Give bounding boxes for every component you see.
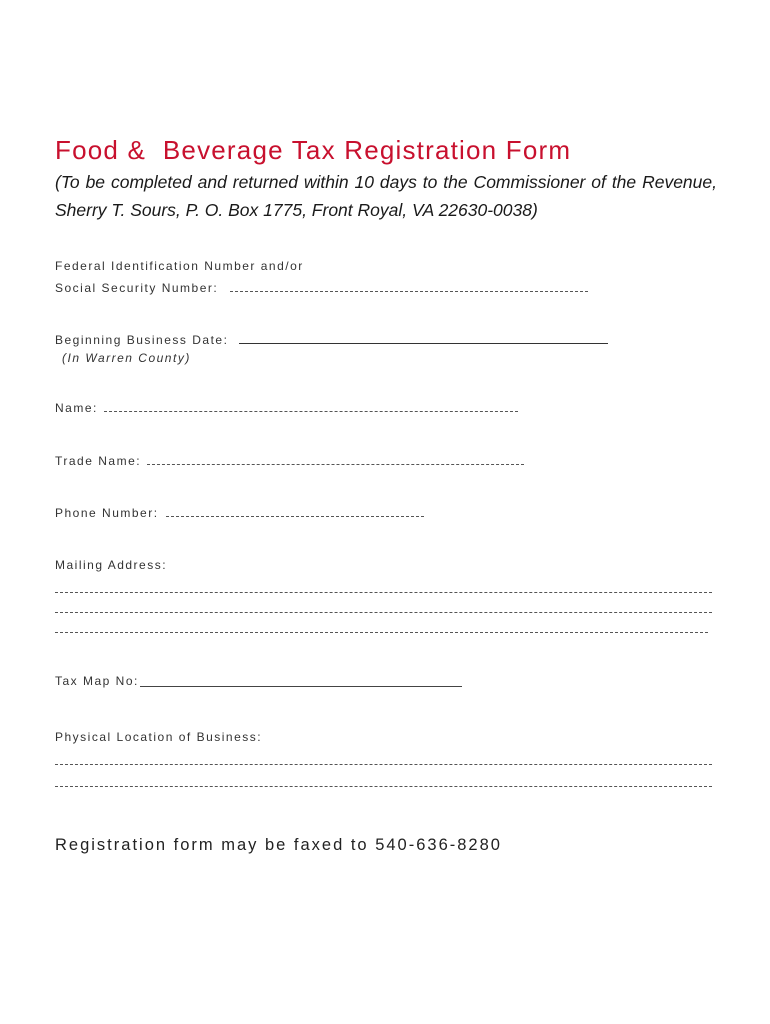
fein-label-line2: Social Security Number: [55, 281, 219, 295]
begin-date-field[interactable] [239, 343, 608, 344]
begin-date-note: (In Warren County) [62, 351, 191, 365]
tax-map-field[interactable] [140, 686, 462, 687]
fax-note: Registration form may be faxed to 540-636-8280 [55, 836, 502, 854]
mailing-line-3[interactable] [55, 632, 708, 633]
trade-name-label: Trade Name: [55, 454, 142, 468]
name-label: Name: [55, 401, 98, 415]
mailing-label: Mailing Address: [55, 558, 168, 572]
form-title: Food & Beverage Tax Registration Form [55, 135, 572, 165]
phone-field[interactable] [166, 516, 424, 517]
phone-label: Phone Number: [55, 506, 159, 520]
mailing-line-2[interactable] [55, 612, 712, 613]
trade-name-field[interactable] [147, 464, 524, 465]
mailing-line-1[interactable] [55, 592, 712, 593]
name-field[interactable] [104, 411, 518, 412]
physical-line-2[interactable] [55, 786, 712, 787]
fein-ssn-field[interactable] [230, 291, 588, 292]
begin-date-label: Beginning Business Date: [55, 333, 229, 347]
physical-line-1[interactable] [55, 764, 712, 765]
tax-map-label: Tax Map No: [55, 674, 139, 688]
physical-location-label: Physical Location of Business: [55, 730, 263, 744]
fein-label-line1: Federal Identification Number and/or [55, 259, 304, 273]
form-instructions: (To be completed and returned within 10 days to the Commissioner of the Revenue, Sherry T. Sours, P. O. Box 1775, Front Royal, VA 22630-0038) [55, 172, 717, 220]
